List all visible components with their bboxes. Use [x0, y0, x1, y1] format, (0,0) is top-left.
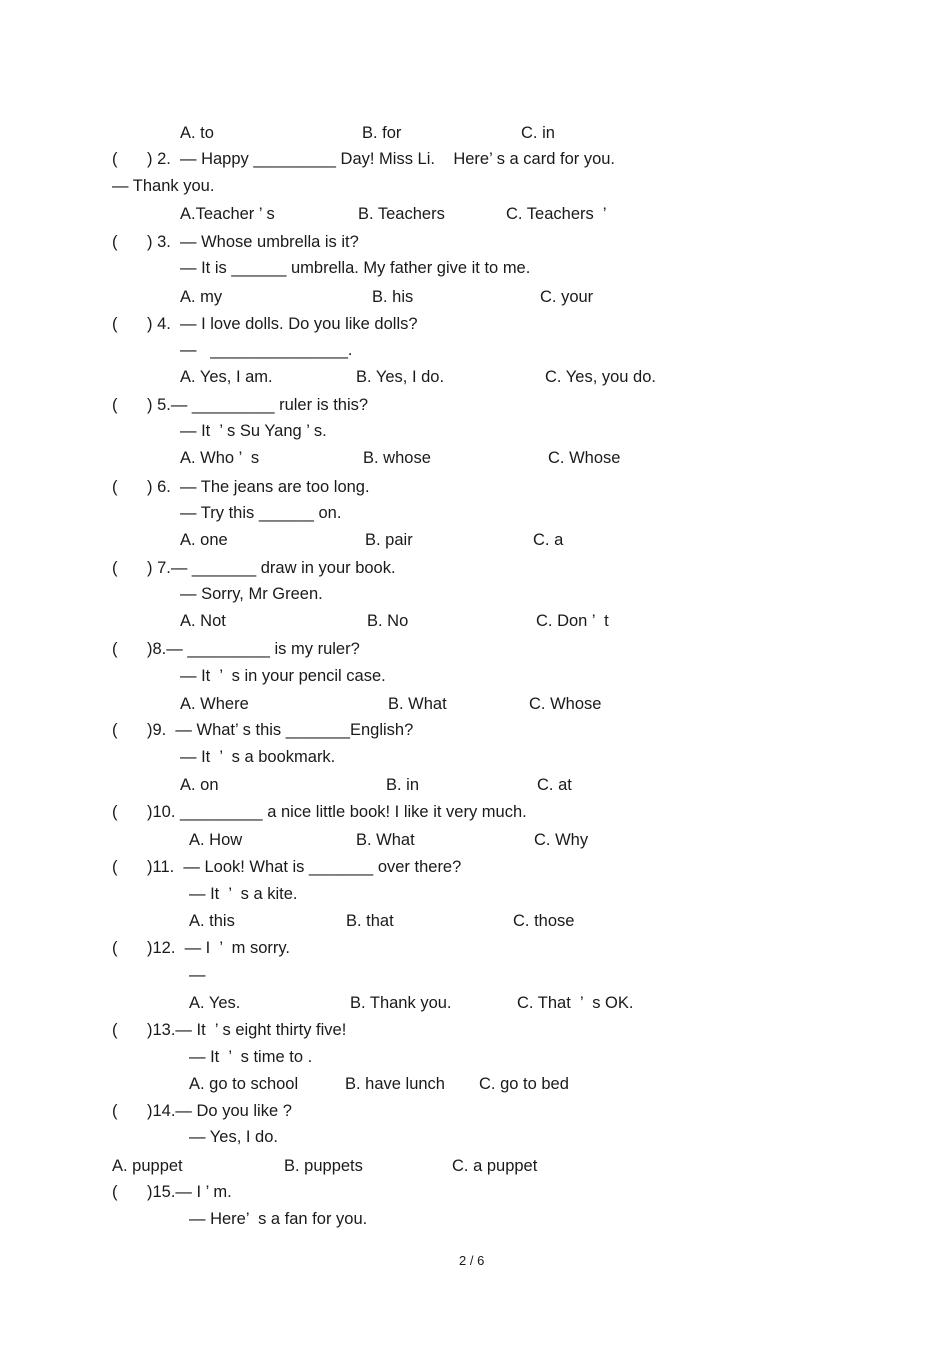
q9-question-text: )9. — What’ s this _______English? [147, 721, 414, 739]
q14-answer-blank: ( [112, 1102, 118, 1120]
q8-dialogue-reply: — It ’ s in your pencil case. [180, 667, 386, 685]
q5-question-text: ) 5.— _________ ruler is this? [147, 396, 369, 414]
q15-answer-blank: ( [112, 1183, 118, 1201]
q14-question-text: )14.— Do you like ? [147, 1102, 292, 1120]
q1-option-b: B. for [362, 124, 402, 142]
q10-question-text: )10. _________ a nice little book! I like it very much. [147, 803, 527, 821]
q2-answer-blank: ( [112, 150, 118, 168]
q13-question-text: )13.— It ’ s eight thirty five! [147, 1021, 347, 1039]
q7-option-b: B. No [367, 612, 409, 630]
q2-option-a: A.Teacher ’ s [180, 205, 275, 223]
q4-option-a: A. Yes, I am. [180, 368, 273, 386]
q11-question-text: )11. — Look! What is _______ over there? [147, 858, 462, 876]
q7-question-text: ) 7.— _______ draw in your book. [147, 559, 396, 577]
q11-option-c: C. those [513, 912, 575, 930]
page-number: 2 / 6 [459, 1253, 485, 1268]
q11-option-b: B. that [346, 912, 394, 930]
q10-option-b: B. What [356, 831, 415, 849]
q10-option-c: C. Why [534, 831, 589, 849]
q9-answer-blank: ( [112, 721, 118, 739]
q8-option-a: A. Where [180, 695, 249, 713]
q7-option-c: C. Don ’ t [536, 612, 609, 630]
q3-option-c: C. your [540, 288, 594, 306]
q13-dialogue-reply: — It ’ s time to . [189, 1048, 313, 1066]
q15-dialogue-reply: — Here’ s a fan for you. [189, 1210, 368, 1228]
q8-question-text: )8.— _________ is my ruler? [147, 640, 360, 658]
q6-option-a: A. one [180, 531, 228, 549]
q3-question-text: ) 3. — Whose umbrella is it? [147, 233, 359, 251]
q5-option-a: A. Who ’ s [180, 449, 260, 467]
q7-dialogue-reply: — Sorry, Mr Green. [180, 585, 323, 603]
q8-option-c: C. Whose [529, 695, 602, 713]
q4-option-b: B. Yes, I do. [356, 368, 445, 386]
q6-answer-blank: ( [112, 478, 118, 496]
q8-option-b: B. What [388, 695, 447, 713]
q11-answer-blank: ( [112, 858, 118, 876]
q13-option-a: A. go to school [189, 1075, 299, 1093]
q5-option-c: C. Whose [548, 449, 621, 467]
q2-option-b: B. Teachers [358, 205, 445, 223]
q13-option-c: C. go to bed [479, 1075, 569, 1093]
q13-option-b: B. have lunch [345, 1075, 445, 1093]
q8-answer-blank: ( [112, 640, 118, 658]
q3-option-b: B. his [372, 288, 414, 306]
q9-dialogue-reply: — It ’ s a bookmark. [180, 748, 336, 766]
q5-dialogue-reply: — It ’ s Su Yang ’ s. [180, 422, 327, 440]
q4-option-c: C. Yes, you do. [545, 368, 656, 386]
q15-question-text: )15.— I ’ m. [147, 1183, 232, 1201]
q4-question-text: ) 4. — I love dolls. Do you like dolls? [147, 315, 418, 333]
q11-dialogue-reply: — It ’ s a kite. [189, 885, 298, 903]
q12-option-a: A. Yes. [189, 994, 241, 1012]
q13-answer-blank: ( [112, 1021, 118, 1039]
q2-option-c: C. Teachers ’ [506, 205, 607, 223]
q5-answer-blank: ( [112, 396, 118, 414]
q1-option-a: A. to [180, 124, 214, 142]
q2-dialogue-reply: — Thank you. [112, 177, 215, 195]
q5-option-b: B. whose [363, 449, 431, 467]
q2-question-text: ) 2. — Happy _________ Day! Miss Li. Here’ s a card for you. [147, 150, 616, 168]
q9-option-a: A. on [180, 776, 219, 794]
q6-option-c: C. a [533, 531, 564, 549]
q3-answer-blank: ( [112, 233, 118, 251]
q12-option-c: C. That ’ s OK. [517, 994, 634, 1012]
q7-option-a: A. Not [180, 612, 226, 630]
q12-dialogue-reply: — [189, 966, 206, 984]
q6-dialogue-reply: — Try this ______ on. [180, 504, 342, 522]
q10-option-a: A. How [189, 831, 243, 849]
q14-option-b: B. puppets [284, 1157, 363, 1175]
q4-answer-blank: ( [112, 315, 118, 333]
q9-option-c: C. at [537, 776, 572, 794]
q7-answer-blank: ( [112, 559, 118, 577]
q12-option-b: B. Thank you. [350, 994, 452, 1012]
q11-option-a: A. this [189, 912, 235, 930]
q3-option-a: A. my [180, 288, 223, 306]
q6-question-text: ) 6. — The jeans are too long. [147, 478, 370, 496]
q12-question-text: )12. — I ’ m sorry. [147, 939, 291, 957]
q9-option-b: B. in [386, 776, 420, 794]
q1-option-c: C. in [521, 124, 555, 142]
q12-answer-blank: ( [112, 939, 118, 957]
q14-option-c: C. a puppet [452, 1157, 538, 1175]
q3-dialogue-reply: — It is ______ umbrella. My father give it to me. [180, 259, 531, 277]
q14-dialogue-reply: — Yes, I do. [189, 1128, 278, 1146]
q10-answer-blank: ( [112, 803, 118, 821]
q4-dialogue-reply: — _______________. [180, 341, 353, 359]
q6-option-b: B. pair [365, 531, 413, 549]
q14-option-a: A. puppet [112, 1157, 183, 1175]
